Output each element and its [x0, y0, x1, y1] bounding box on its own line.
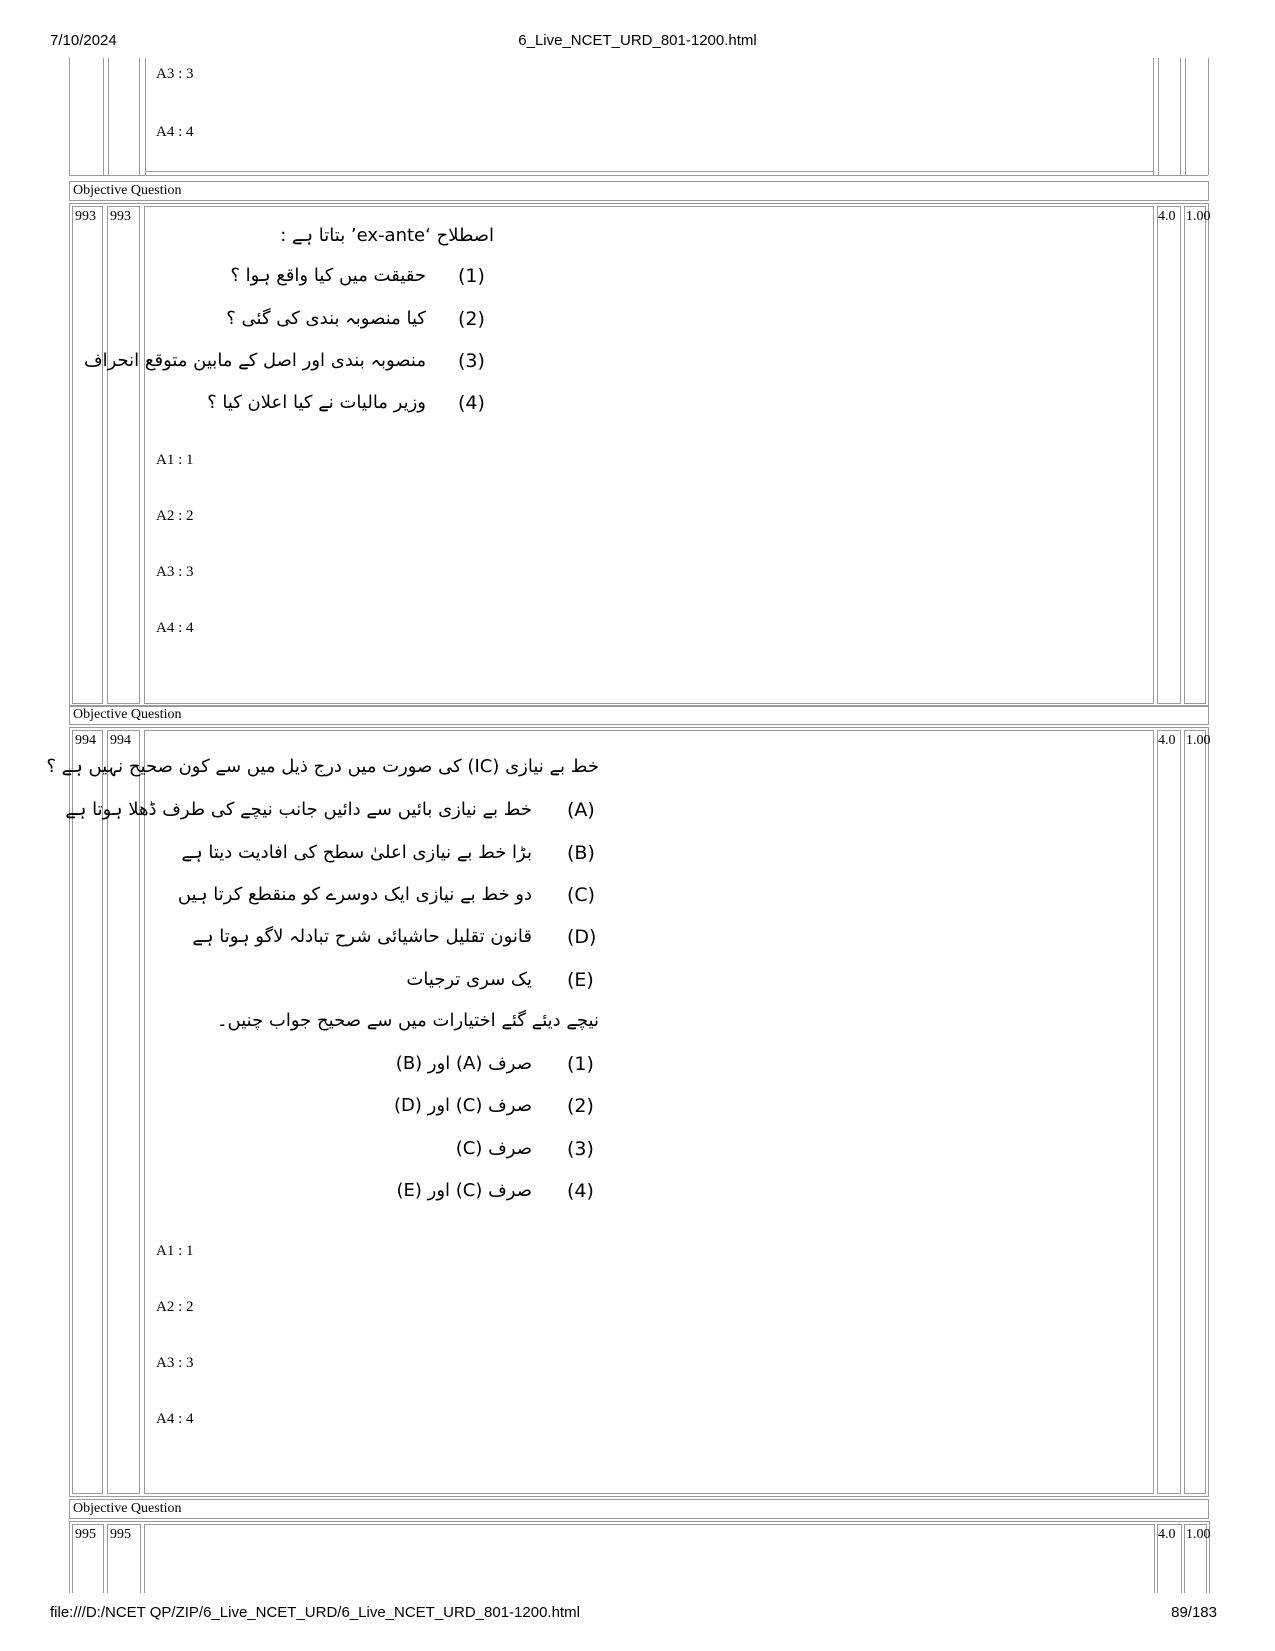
- section-label-row: [69, 181, 1209, 201]
- section-label: Objective Question: [73, 1501, 182, 1516]
- file-path: file:///D:/NCET QP/ZIP/6_Live_NCET_URD/6_Live_NCET_URD_801-1200.html: [50, 1604, 580, 1621]
- option-number: (2): [458, 308, 485, 330]
- option-number: (4): [567, 1180, 594, 1202]
- answer-option: A3 : 3: [156, 66, 194, 82]
- option-text: وزیر مالیات نے کیا اعلان کیا ؟: [207, 392, 426, 413]
- negative-marks-cell: [1184, 730, 1206, 1494]
- negative-marks-cell: [1184, 206, 1206, 704]
- option-text: صرف (C): [455, 1138, 532, 1159]
- option-text: منصوبہ بندی اور اصل کے مابین متوقع انحراف: [83, 350, 426, 371]
- option-text: حقیقت میں کیا واقع ہوا ؟: [230, 265, 426, 286]
- statement-text: یک سری ترجیات: [406, 969, 532, 990]
- answer-option: A4 : 4: [156, 1411, 194, 1427]
- answer-option: A4 : 4: [156, 124, 194, 140]
- option-number: (4): [458, 392, 485, 414]
- negative-marks: 1.00: [1186, 209, 1211, 224]
- answer-option: A1 : 1: [156, 452, 194, 468]
- option-text: صرف (C) اور (E): [396, 1180, 532, 1201]
- question-id: 993: [110, 209, 131, 224]
- question-text: خط بے نیازی (IC) کی صورت میں درج ذیل میں سے کون صحیح نہیں ہے ؟: [46, 756, 599, 777]
- option-number: (2): [567, 1095, 594, 1117]
- section-label-row: [69, 1499, 1209, 1519]
- marks: 4.0: [1158, 209, 1176, 224]
- print-date: 7/10/2024: [50, 32, 117, 49]
- marks: 4.0: [1158, 733, 1176, 748]
- marks-cell: [1157, 206, 1181, 704]
- section-label-row: [69, 705, 1209, 725]
- statement-label: (B): [567, 842, 595, 864]
- option-number: (1): [567, 1053, 594, 1075]
- serial-cell: [72, 730, 103, 1494]
- negative-marks: 1.00: [1186, 1527, 1211, 1542]
- option-text: کیا منصوبہ بندی کی گئی ؟: [226, 308, 426, 329]
- page-number: 89/183: [1171, 1604, 1217, 1621]
- statement-label: (A): [567, 799, 595, 821]
- serial-cell: [72, 206, 103, 704]
- option-number: (3): [567, 1138, 594, 1160]
- statement-label: (D): [567, 926, 597, 948]
- instruction-text: نیچے دیئے گئے اختیارات میں سے صحیح جواب چنیں۔: [216, 1010, 599, 1031]
- option-text: صرف (A) اور (B): [395, 1053, 532, 1074]
- question-id: 994: [110, 733, 131, 748]
- statement-text: بڑا خط بے نیازی اعلیٰ سطح کی افادیت دیتا ہے: [181, 842, 532, 863]
- statement-label: (E): [567, 969, 594, 991]
- serial-number: 993: [75, 209, 96, 224]
- statement-label: (C): [567, 884, 596, 906]
- document-title: 6_Live_NCET_URD_801-1200.html: [518, 32, 757, 49]
- serial-number: 994: [75, 733, 96, 748]
- answer-option: A4 : 4: [156, 620, 194, 636]
- question-text: اصطلاح ‘ex-ante’ بتاتا ہے :: [280, 225, 494, 246]
- question-id-cell: [107, 206, 140, 704]
- serial-number: 995: [75, 1527, 96, 1542]
- statement-text: دو خط بے نیازی ایک دوسرے کو منقطع کرتا ہیں: [177, 884, 532, 905]
- question-id: 995: [110, 1527, 131, 1542]
- answer-option: A3 : 3: [156, 1355, 194, 1371]
- section-label: Objective Question: [73, 183, 182, 198]
- marks-cell: [1157, 730, 1181, 1494]
- answer-option: A2 : 2: [156, 508, 194, 524]
- answer-option: A3 : 3: [156, 564, 194, 580]
- answer-option: A2 : 2: [156, 1299, 194, 1315]
- answer-option: A1 : 1: [156, 1243, 194, 1259]
- statement-text: خط بے نیازی بائیں سے دائیں جانب نیچے کی طرف ڈھلا ہوتا ہے: [65, 799, 532, 820]
- marks: 4.0: [1158, 1527, 1176, 1542]
- option-number: (1): [458, 265, 485, 287]
- statement-text: قانون تقلیل حاشیائی شرح تبادلہ لاگو ہوتا ہے: [192, 926, 532, 947]
- option-number: (3): [458, 350, 485, 372]
- section-label: Objective Question: [73, 707, 182, 722]
- option-text: صرف (C) اور (D): [394, 1095, 532, 1116]
- negative-marks: 1.00: [1186, 733, 1211, 748]
- question-id-cell: [107, 730, 140, 1494]
